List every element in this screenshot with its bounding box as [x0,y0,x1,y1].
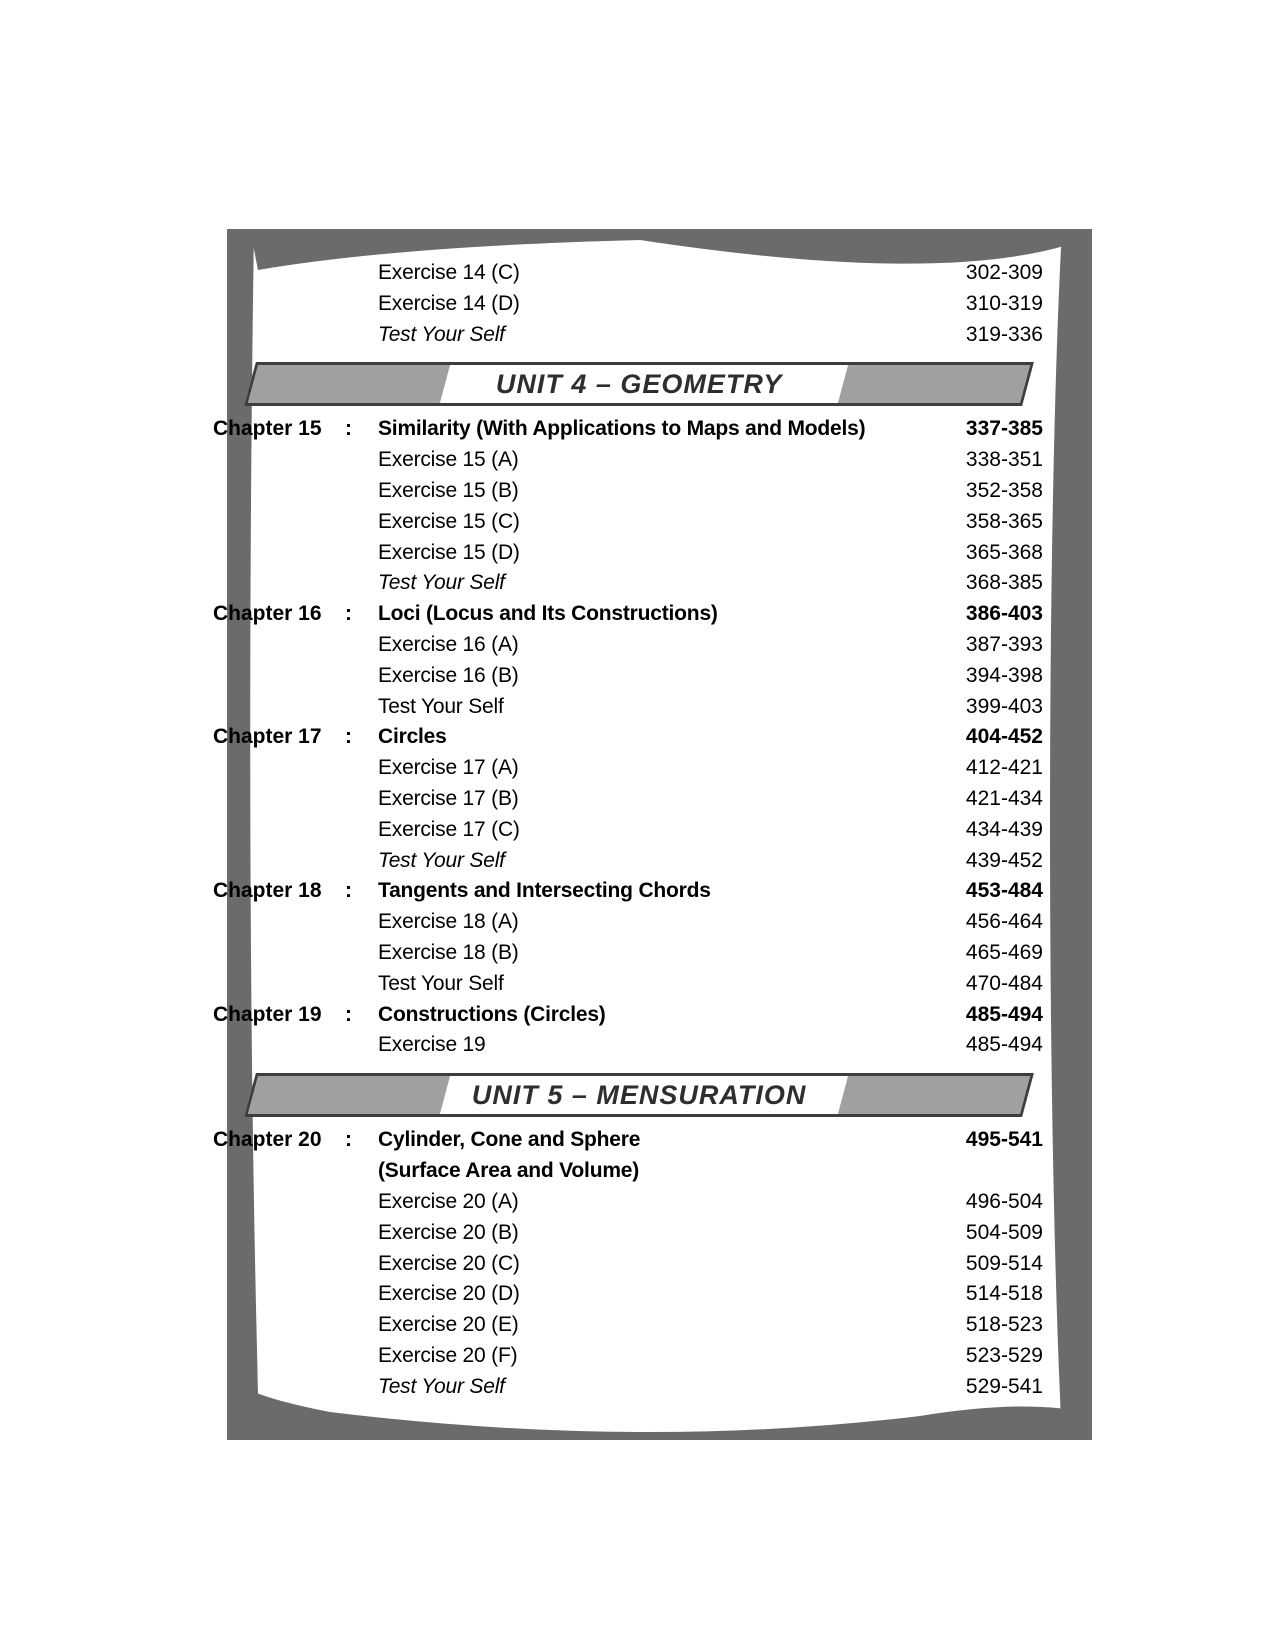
toc-row [213,999,1043,1030]
page-range: 514-518 [965,1282,1043,1306]
entry-title: Exercise 15 (A) [378,448,519,472]
chapter-colon: : [345,417,352,441]
page-range: 365-368 [965,540,1043,564]
entry-title: Exercise 18 (A) [378,910,519,934]
toc-row [213,414,1043,445]
entry-title: Test Your Self [378,1374,505,1398]
page-range: 404-452 [965,725,1043,749]
entry-title: Exercise 20 (E) [378,1313,519,1337]
frame-right-bar [1050,229,1092,1440]
toc-row [213,599,1043,630]
toc-row [213,938,1043,969]
page-range: 496-504 [965,1189,1043,1213]
toc-row [213,320,1043,351]
toc-row [213,784,1043,815]
page-range: 302-309 [965,261,1043,285]
unit-banner-label: UNIT 5 – MENSURATION [471,1079,807,1110]
page-range: 529-541 [965,1374,1043,1398]
chapter-colon: : [345,879,352,903]
page-range: 523-529 [965,1343,1043,1367]
entry-title: Test Your Self [378,971,504,995]
toc-row [213,258,1043,289]
toc-row [213,1371,1043,1402]
chapter-label: Chapter 19 [213,1002,322,1026]
entry-title: Exercise 15 (B) [378,478,519,502]
toc-row [213,537,1043,568]
toc-row [213,289,1043,320]
toc-row [213,753,1043,784]
toc-row [213,1217,1043,1248]
page-range: 470-484 [965,971,1043,995]
entry-title: Exercise 20 (A) [378,1189,519,1213]
entry-title: Test Your Self [378,694,504,718]
entry-title: Exercise 20 (C) [378,1251,520,1275]
page-range: 456-464 [965,910,1043,934]
toc-row [213,1125,1043,1156]
entry-title: Similarity (With Applications to Maps and Models) [378,417,866,441]
toc-row [213,1187,1043,1218]
entry-title: Cylinder, Cone and Sphere [378,1128,641,1152]
page-range: 412-421 [965,756,1043,780]
toc-row [213,630,1043,661]
entry-title: Exercise 16 (A) [378,632,519,656]
banner-right-segment [838,1076,1030,1114]
toc-row [213,476,1043,507]
entry-title: (Surface Area and Volume) [378,1159,640,1183]
toc-row [213,722,1043,753]
unit-banner [244,1073,1034,1117]
page-range: 453-484 [965,879,1043,903]
toc-section-geometry [213,414,1043,1061]
chapter-label: Chapter 15 [213,417,322,441]
page-range: 310-319 [965,292,1043,316]
toc-row [213,568,1043,599]
chapter-colon: : [345,1002,352,1026]
entry-title: Tangents and Intersecting Chords [378,879,711,903]
toc-row [213,506,1043,537]
entry-title: Exercise 20 (F) [378,1343,518,1367]
page-range: 386-403 [965,602,1043,626]
chapter-label: Chapter 20 [213,1128,322,1152]
toc-row [213,968,1043,999]
toc-row [213,814,1043,845]
page-range: 465-469 [965,940,1043,964]
banner-left-segment [248,365,450,403]
entry-title: Exercise 15 (C) [378,509,520,533]
toc-section-mensuration [213,1125,1043,1402]
toc-row [213,1156,1043,1187]
entry-title: Constructions (Circles) [378,1002,606,1026]
entry-title: Exercise 14 (D) [378,292,520,316]
page-range: 485-494 [965,1002,1043,1026]
page-range: 358-365 [965,509,1043,533]
toc-row [213,845,1043,876]
page-range: 387-393 [965,632,1043,656]
toc-row [213,1341,1043,1372]
entry-title: Exercise 19 [378,1033,486,1057]
entry-title: Test Your Self [378,571,505,595]
entry-title: Exercise 16 (B) [378,663,519,687]
entry-title: Exercise 20 (D) [378,1282,520,1306]
toc-row [213,876,1043,907]
entry-title: Exercise 18 (B) [378,940,519,964]
chapter-label: Chapter 16 [213,602,322,626]
chapter-label: Chapter 17 [213,725,322,749]
toc-row [213,1248,1043,1279]
toc-row [213,1030,1043,1061]
toc-row [213,907,1043,938]
page-range: 495-541 [965,1128,1043,1152]
entry-title: Test Your Self [378,322,505,346]
entry-title: Exercise 14 (C) [378,261,520,285]
page-range: 394-398 [965,663,1043,687]
entry-title: Exercise 15 (D) [378,540,520,564]
toc-section-top [213,258,1043,350]
chapter-colon: : [345,1128,352,1152]
page-range: 368-385 [965,571,1043,595]
toc-row [213,1310,1043,1341]
page-range: 509-514 [965,1251,1043,1275]
page-range: 518-523 [965,1313,1043,1337]
chapter-colon: : [345,725,352,749]
page-range: 504-509 [965,1220,1043,1244]
banner-right-segment [838,365,1030,403]
banner-left-segment [248,1076,450,1114]
entry-title: Exercise 17 (C) [378,817,520,841]
page-range: 399-403 [965,694,1043,718]
chapter-colon: : [345,602,352,626]
page-range: 439-452 [965,848,1043,872]
page-range: 352-358 [965,478,1043,502]
entry-title: Loci (Locus and Its Constructions) [378,602,718,626]
page-range: 337-385 [965,417,1043,441]
entry-title: Test Your Self [378,848,505,872]
page-range: 319-336 [965,322,1043,346]
entry-title: Exercise 17 (A) [378,756,519,780]
page-range: 338-351 [965,448,1043,472]
entry-title: Exercise 20 (B) [378,1220,519,1244]
page-range: 485-494 [965,1033,1043,1057]
unit-banner [244,362,1034,406]
page-range: 421-434 [965,786,1043,810]
toc-row [213,691,1043,722]
toc-row [213,1279,1043,1310]
toc-row [213,445,1043,476]
unit-banner-label: UNIT 4 – GEOMETRY [495,368,783,399]
entry-title: Exercise 17 (B) [378,786,519,810]
chapter-label: Chapter 18 [213,879,322,903]
entry-title: Circles [378,725,447,749]
toc-row [213,660,1043,691]
page-range: 434-439 [965,817,1043,841]
